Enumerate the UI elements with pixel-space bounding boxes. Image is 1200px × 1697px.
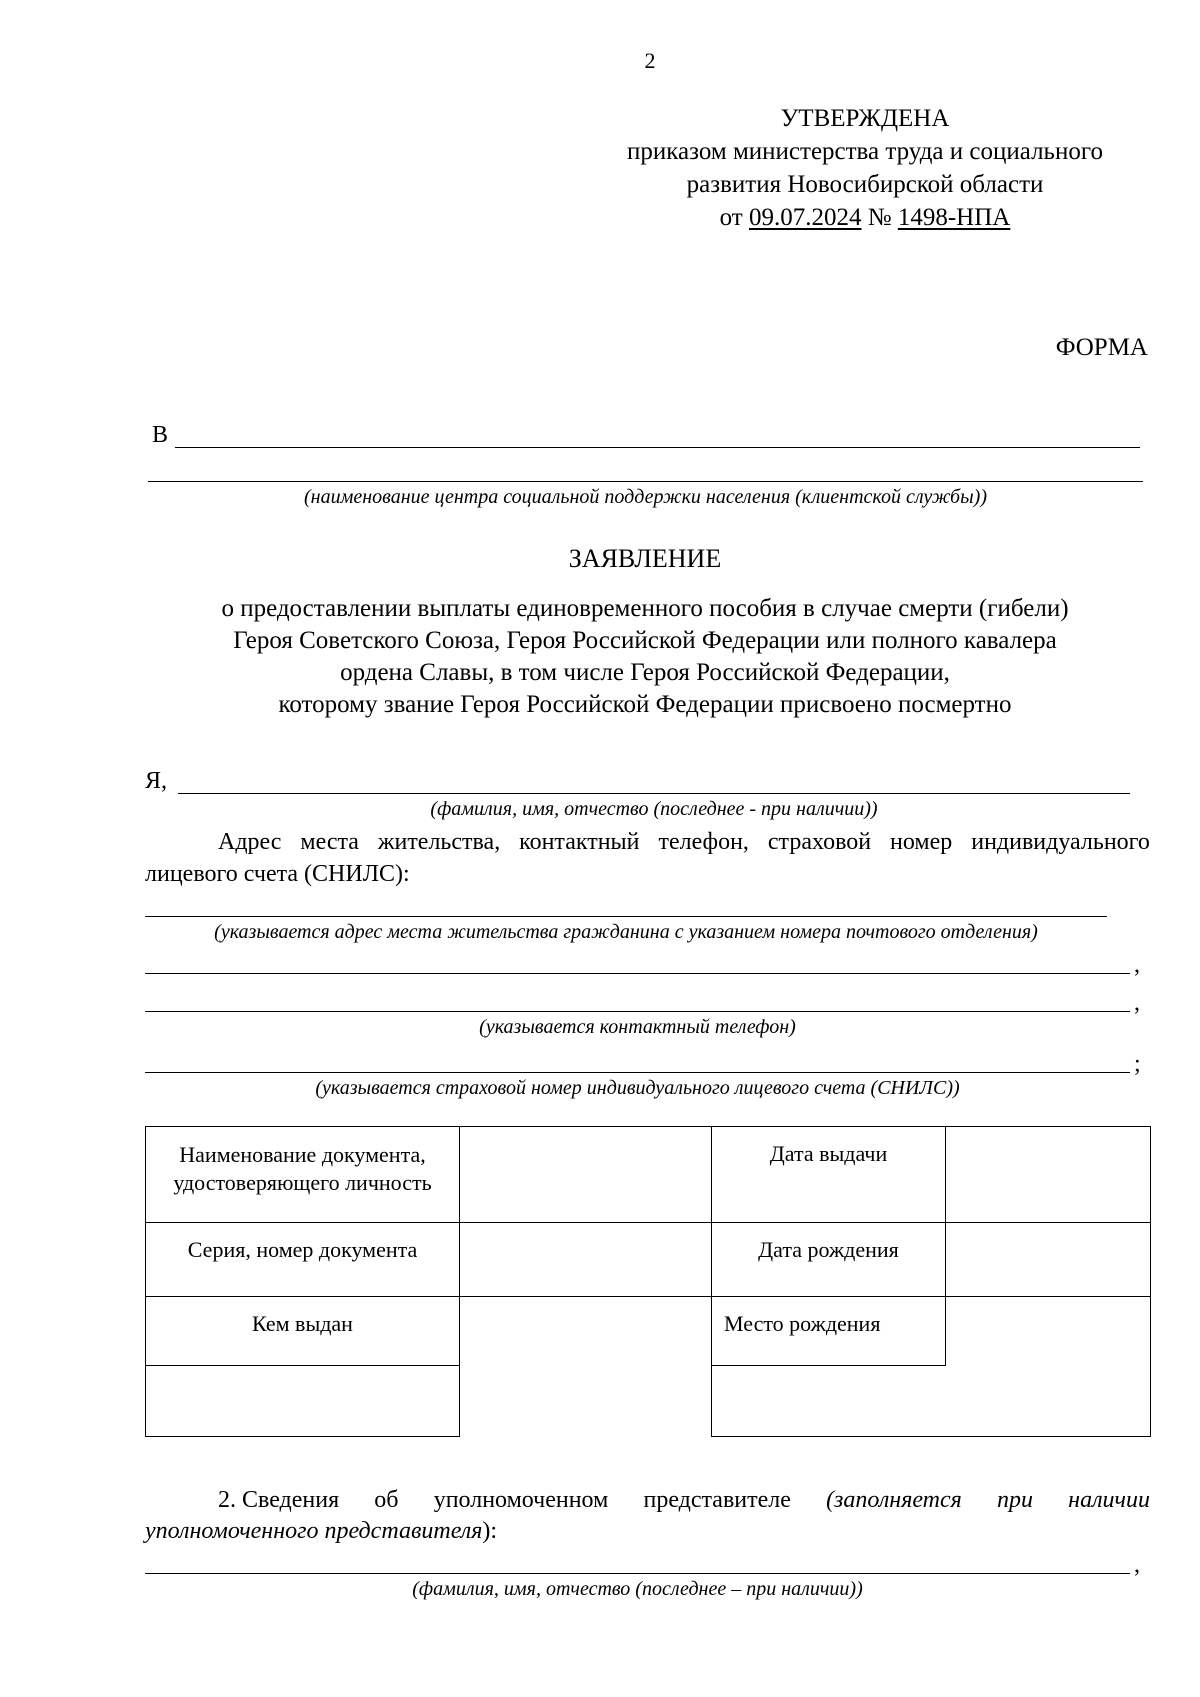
recipient-hint: (наименование центра социальной поддержки населения (клиентской службы)) (304, 486, 987, 508)
approval-block (590, 102, 1140, 234)
approval-line-2: развития Новосибирской области (686, 171, 1044, 198)
issued-by-label: Кем выдан (146, 1297, 460, 1366)
series-number-label: Серия, номер документа (146, 1223, 460, 1297)
address-intro-line-1 (218, 829, 1150, 856)
section2-italic-word: наличии (1068, 1487, 1150, 1513)
applicant-prefix: Я, (145, 768, 168, 794)
recipient-prefix: В (152, 422, 169, 448)
section2-word: уполномоченном (433, 1487, 609, 1513)
address-line[interactable] (145, 916, 1107, 917)
birth-place-value[interactable] (946, 1297, 1151, 1366)
approval-date-prefix: от (719, 204, 743, 231)
approval-date: 09.07.2024 (749, 204, 862, 231)
doc-name-label: Наименование документа, удостоверяющего личность (146, 1127, 460, 1223)
address-intro-word: контактный (519, 829, 640, 855)
approval-line-1: приказом министерства труда и социального (627, 138, 1103, 165)
birth-place-label: Место рождения (712, 1297, 946, 1366)
approval-date-line (590, 201, 1140, 234)
issued-by-value-extension[interactable] (146, 1366, 460, 1437)
address-intro-word: страховой (767, 829, 872, 855)
doc-name-value[interactable] (460, 1127, 712, 1223)
applicant-name-hint: (фамилия, имя, отчество (последнее - при наличии)) (430, 798, 878, 820)
address-hint: (указывается адрес места жительства гражданина с указанием номера почтового отделения) (214, 921, 1038, 943)
address-intro-word: Адрес (218, 829, 282, 855)
approval-number: 1498-НПА (897, 204, 1011, 231)
phone-line-comma: , (1134, 990, 1140, 1016)
representative-line-comma: , (1134, 1552, 1140, 1578)
statement-subtitle-line-2: Героя Советского Союза, Героя Российской Федерации или полного кавалера (233, 627, 1057, 654)
section2-italic-word: (заполняется (826, 1487, 962, 1513)
address-intro-word: телефон, (658, 829, 749, 855)
section2-word: об (374, 1487, 399, 1513)
address-intro-word: жительства, (377, 829, 501, 855)
recipient-line-2[interactable] (148, 481, 1143, 482)
page-number: 2 (644, 48, 656, 73)
phone-hint: (указывается контактный телефон) (479, 1016, 796, 1038)
snils-line-semicolon: ; (1134, 1051, 1141, 1077)
approval-number-sign: № (867, 204, 892, 231)
statement-subtitle-line-1: о предоставлении выплаты единовременного пособия в случае смерти (гибели) (221, 595, 1069, 622)
snils-line[interactable] (145, 1072, 1130, 1073)
approval-title: УТВЕРЖДЕНА (780, 105, 950, 132)
section2-word: 2. Сведения (218, 1487, 340, 1513)
phone-line[interactable] (145, 1011, 1130, 1012)
birth-place-value-extension[interactable] (712, 1366, 1151, 1437)
address-line-2[interactable] (145, 973, 1130, 974)
address-intro-word: номер (890, 829, 953, 855)
identity-document-table (145, 1126, 1151, 1437)
issued-by-value[interactable] (460, 1297, 712, 1437)
address-intro-word: места (300, 829, 359, 855)
statement-subtitle (100, 593, 1190, 721)
snils-hint: (указывается страховой номер индивидуального лицевого счета (СНИЛС)) (315, 1077, 960, 1099)
representative-name-hint: (фамилия, имя, отчество (последнее – при наличии)) (412, 1578, 863, 1600)
section2-italic-word: при (997, 1487, 1033, 1513)
statement-subtitle-line-4: которому звание Героя Российской Федерации присвоено посмертно (278, 691, 1012, 718)
issue-date-label: Дата выдачи (712, 1127, 946, 1223)
form-label: ФОРМА (1055, 334, 1148, 361)
applicant-name-line[interactable] (178, 793, 1130, 794)
address-intro-line-2: лицевого счета (СНИЛС): (145, 861, 410, 887)
representative-name-line[interactable] (145, 1573, 1130, 1574)
address-intro-word: индивидуального (971, 829, 1150, 855)
birth-date-value[interactable] (946, 1223, 1151, 1297)
birth-date-label: Дата рождения (712, 1223, 946, 1297)
recipient-line-1[interactable] (175, 447, 1140, 448)
series-number-value[interactable] (460, 1223, 712, 1297)
section2-line-2 (145, 1518, 497, 1545)
section2-word: представителе (643, 1487, 791, 1513)
section2-line-2-italic: уполномоченного представителя (145, 1518, 483, 1544)
statement-title: ЗАЯВЛЕНИЕ (568, 544, 722, 573)
section2-line-2-tail: ): (482, 1518, 498, 1544)
section2-line-1 (218, 1487, 1150, 1514)
address-line-2-comma: , (1134, 952, 1140, 978)
statement-subtitle-line-3: ордена Славы, в том числе Героя Российской Федерации, (340, 659, 950, 686)
issue-date-value[interactable] (946, 1127, 1151, 1223)
